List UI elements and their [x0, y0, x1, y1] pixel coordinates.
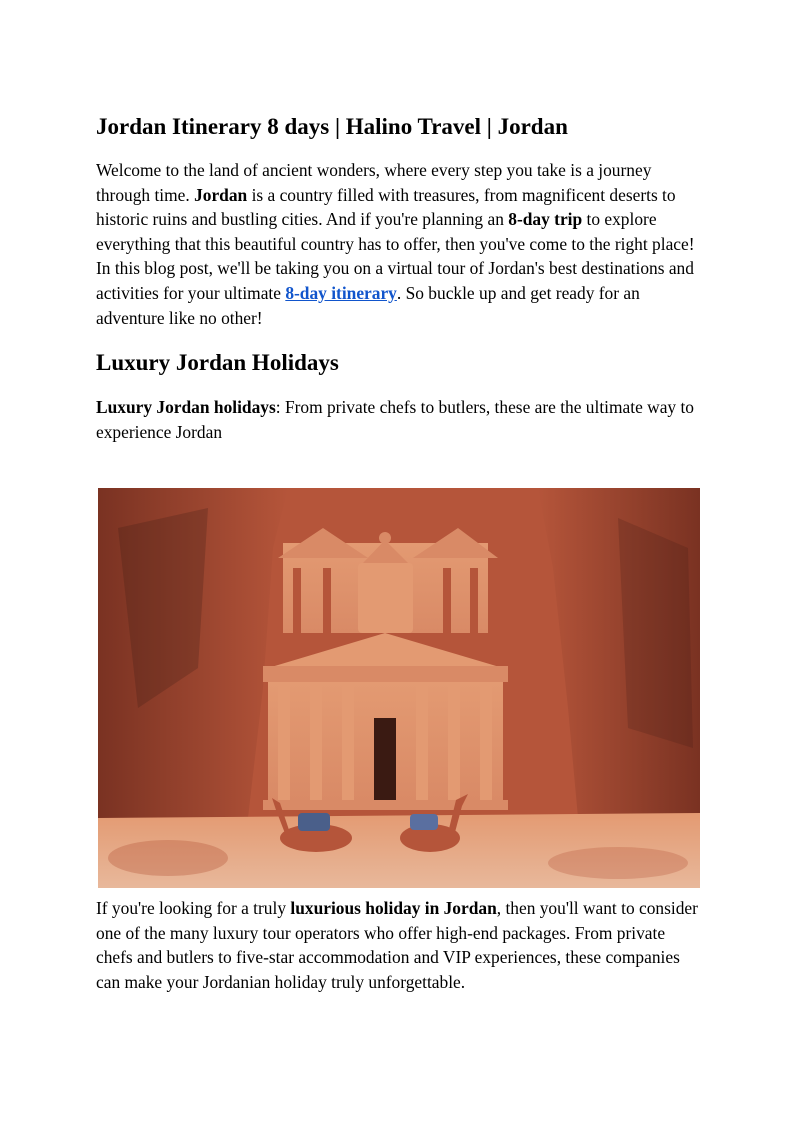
- closing-text-2: , then you'll want to consider one of the many luxury tour operators who offer high-end packages. From private chefs and butlers to five-star accommodation and VIP experiences, these companies can make your Jordanian holiday truly unforgettable.: [96, 898, 698, 992]
- upper-column: [293, 568, 301, 633]
- upper-column: [443, 568, 451, 633]
- intro-text-3: to explore everything that this beautiful country has to offer, then you've come to the right place! In this blog post, we'll be taking you on a virtual tour of Jordan's best destinations and activities for your ultimate: [96, 209, 695, 303]
- upper-column: [323, 568, 331, 633]
- entablature: [263, 666, 508, 682]
- intro-text-2: is a country filled with treasures, from magnificent deserts to historic ruins and bustling cities. And if you're planning an: [96, 184, 676, 230]
- doorway: [374, 718, 396, 802]
- camel-saddle: [298, 813, 330, 831]
- lower-column: [310, 682, 322, 802]
- camel-saddle: [410, 814, 438, 830]
- luxury-text: : From private chefs to butlers, these are the ultimate way to experience Jordan: [96, 397, 694, 442]
- petra-treasury-photo: [98, 488, 700, 888]
- closing-text-1: If you're looking for a truly: [96, 898, 291, 918]
- facade-steps: [263, 800, 508, 810]
- ground-rock: [548, 847, 688, 879]
- lower-column: [416, 682, 428, 802]
- lower-column: [342, 682, 354, 802]
- intro-text-4: . So buckle up and get ready for an adventure like no other!: [96, 282, 640, 328]
- intro-bold-8-day-trip: 8-day trip: [508, 209, 583, 230]
- intro-paragraph: [96, 158, 702, 330]
- luxury-bold: Luxury Jordan holidays: [96, 397, 276, 417]
- itinerary-link[interactable]: 8-day itinerary: [285, 282, 397, 303]
- lower-column: [448, 682, 460, 802]
- lower-column: [480, 682, 492, 802]
- lower-column: [278, 682, 290, 802]
- intro-bold-jordan: Jordan: [194, 184, 248, 205]
- upper-column: [470, 568, 478, 633]
- right-wall-shadow: [618, 518, 693, 748]
- ground-rock: [108, 840, 228, 876]
- page-title: Jordan Itinerary 8 days | Halino Travel | Jordan: [96, 114, 568, 139]
- urn: [379, 532, 391, 544]
- closing-bold: luxurious holiday in Jordan: [290, 898, 497, 918]
- tholos: [358, 563, 413, 633]
- luxury-intro-paragraph: [96, 395, 702, 444]
- closing-paragraph: [96, 896, 702, 994]
- intro-text-1: Welcome to the land of ancient wonders, where every step you take is a journey through time.: [96, 160, 652, 205]
- section-heading: Luxury Jordan Holidays: [96, 350, 339, 375]
